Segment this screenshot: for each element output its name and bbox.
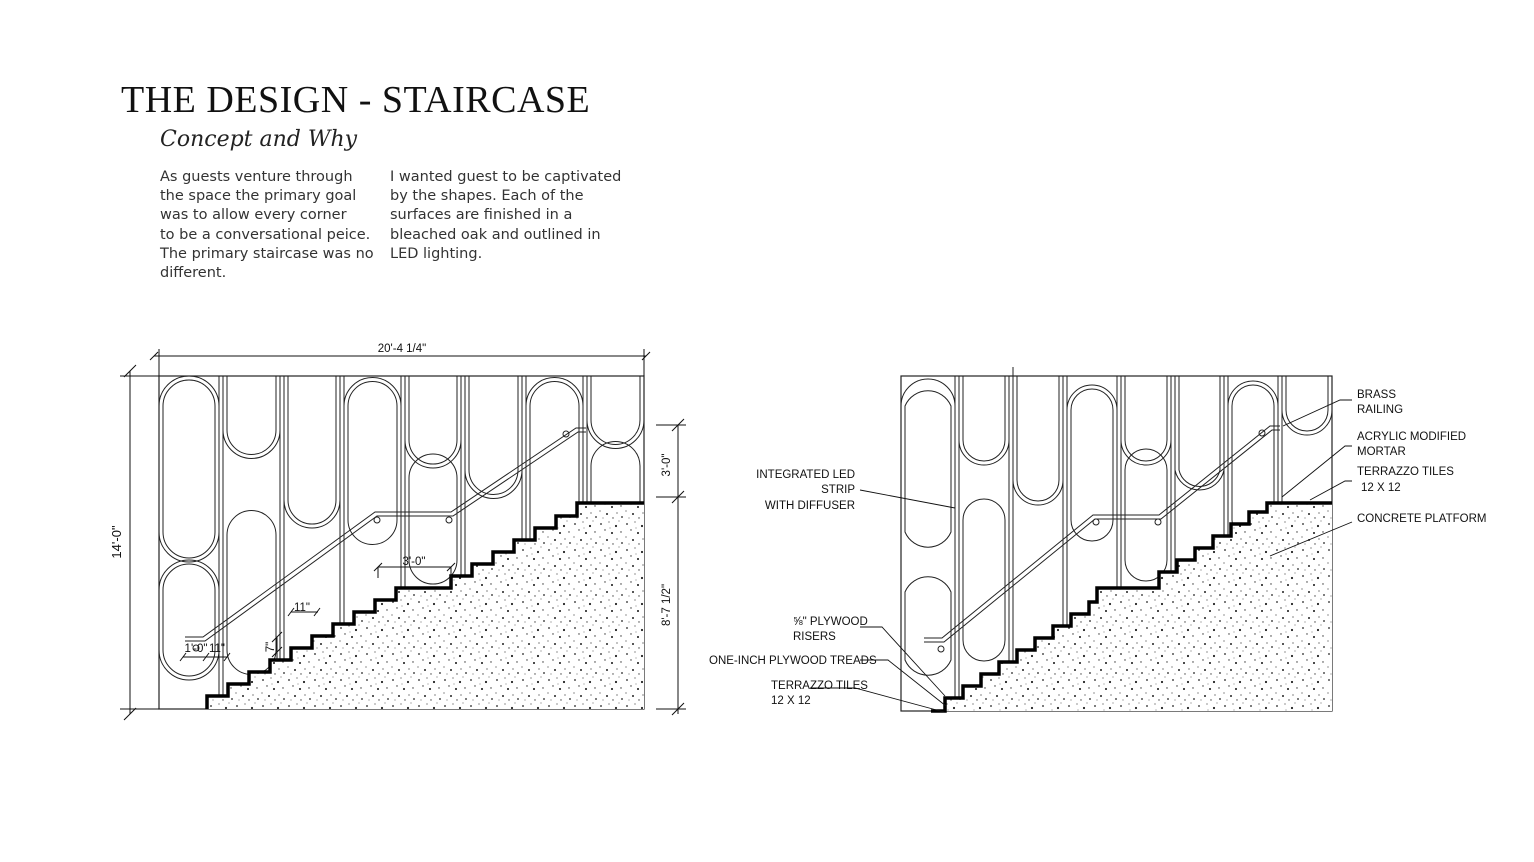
label-led-line: WITH DIFFUSER bbox=[764, 500, 855, 512]
label-terrazzo-top bbox=[1357, 466, 1454, 494]
label-plywood-risers bbox=[793, 616, 868, 643]
dim-rail-offset: 11" bbox=[208, 643, 226, 655]
dim-rail-return: 1'-0" bbox=[184, 643, 208, 655]
label-led-strip bbox=[756, 469, 855, 512]
intro-left-line: was to allow every corner bbox=[160, 207, 347, 224]
dim-riser: 7" bbox=[265, 641, 277, 653]
label-brass-line: RAILING bbox=[1357, 404, 1404, 416]
label-risers-line: RISERS bbox=[793, 631, 836, 643]
dim-overall-height: 14'-0" bbox=[109, 525, 124, 559]
right-section bbox=[709, 367, 1487, 712]
intro-left-line: to be a conversational peice. bbox=[160, 226, 371, 243]
intro-left-line: The primary staircase was no bbox=[160, 245, 374, 262]
label-acrylic-mortar bbox=[1357, 431, 1466, 458]
dim-tread: 11" bbox=[293, 602, 311, 614]
label-terrazzo-top-line: 12 X 12 bbox=[1361, 482, 1401, 494]
label-concrete-platform: CONCRETE PLATFORM bbox=[1357, 513, 1487, 525]
left-elevation bbox=[109, 343, 686, 720]
label-terrazzo-bottom bbox=[771, 680, 868, 707]
page-subtitle: Concept and Why bbox=[160, 127, 358, 152]
stair-concrete-fill-right bbox=[945, 503, 1332, 711]
label-plywood-treads: ONE-INCH PLYWOOD TREADS bbox=[709, 655, 877, 667]
intro-right-line: bleached oak and outlined in bbox=[390, 226, 601, 243]
label-risers-line: ⅝" PLYWOOD bbox=[793, 616, 868, 628]
label-brass-line: BRASS bbox=[1357, 389, 1396, 401]
intro-right-line: LED lighting. bbox=[390, 245, 483, 262]
label-mortar-line: ACRYLIC MODIFIED bbox=[1357, 431, 1467, 443]
dim-overall-width: 20'-4 1/4" bbox=[377, 343, 427, 355]
intro-left-line: different. bbox=[160, 265, 227, 282]
label-terrazzo-bottom-line: TERRAZZO TILES bbox=[771, 680, 868, 692]
dim-landing: 3'-0" bbox=[402, 556, 426, 568]
intro-left-line: the space the primary goal bbox=[160, 188, 357, 205]
label-brass-railing bbox=[1357, 389, 1403, 416]
intro-right-line: surfaces are finished in a bbox=[390, 207, 573, 224]
label-terrazzo-top-line: TERRAZZO TILES bbox=[1357, 466, 1454, 478]
label-mortar-line: MORTAR bbox=[1357, 446, 1406, 458]
dim-platform-height: 8'-7 1/2" bbox=[661, 583, 673, 627]
intro-right-line: I wanted guest to be captivated bbox=[390, 169, 622, 185]
intro-right-line: by the shapes. Each of the bbox=[390, 188, 584, 205]
dim-rail-height: 3'-0" bbox=[661, 453, 673, 477]
page-title: THE DESIGN - STAIRCASE bbox=[121, 79, 591, 121]
stair-concrete-fill bbox=[207, 503, 644, 709]
label-led-line: STRIP bbox=[821, 484, 855, 496]
intro-left-line: As guests venture through bbox=[160, 169, 353, 185]
label-led-line: INTEGRATED LED bbox=[756, 469, 855, 481]
label-terrazzo-bottom-line: 12 X 12 bbox=[771, 695, 811, 707]
